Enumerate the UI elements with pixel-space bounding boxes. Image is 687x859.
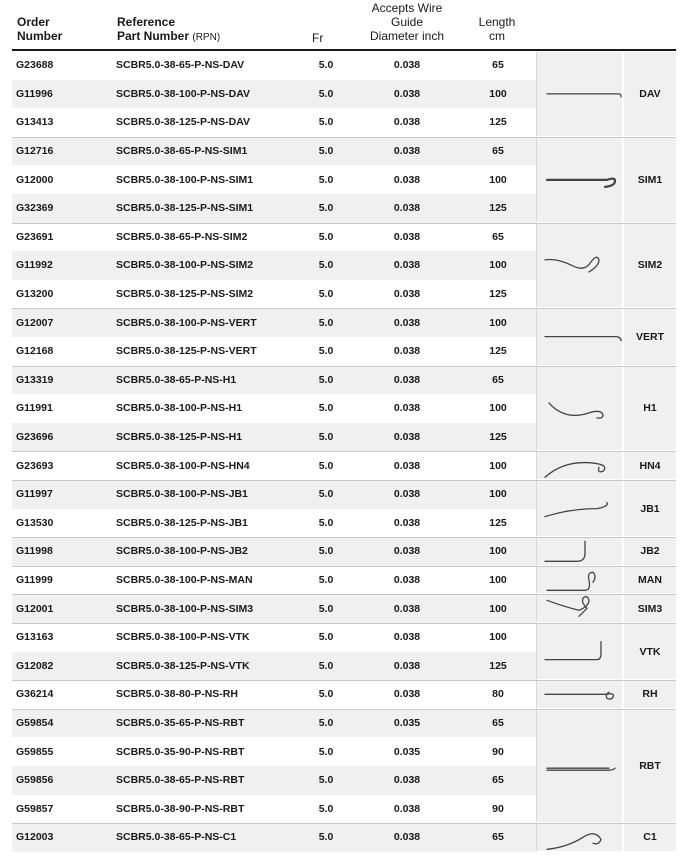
length-cell: 100 [489, 574, 507, 587]
table-row [12, 280, 536, 309]
table-row [12, 337, 536, 366]
reference-part-number-cell: SCBR5.0-38-125-P-NS-H1 [116, 431, 243, 444]
fr-cell: 5.0 [318, 574, 334, 587]
reference-part-number-cell: SCBR5.0-38-65-P-NS-SIM1 [116, 145, 248, 158]
fr-cell: 5.0 [318, 774, 334, 787]
fr-cell: 5.0 [318, 345, 334, 358]
reference-part-number-cell: SCBR5.0-38-100-P-NS-MAN [116, 574, 253, 587]
group-divider [12, 537, 676, 538]
table-row [12, 394, 536, 423]
table-row [12, 509, 536, 538]
table-row [12, 823, 536, 852]
length-cell: 100 [489, 488, 507, 501]
order-number-cell: G12001 [16, 602, 54, 615]
length-cell: 100 [489, 259, 507, 272]
shape-label: VTK [624, 624, 676, 679]
reference-part-number-cell: SCBR5.0-38-125-P-NS-JB1 [116, 516, 248, 529]
group-divider [12, 480, 676, 481]
shape-label: C1 [624, 824, 676, 851]
fr-cell: 5.0 [318, 259, 334, 272]
fr-cell: 5.0 [318, 145, 334, 158]
reference-part-number-cell: SCBR5.0-38-125-P-NS-VTK [116, 659, 250, 672]
shape-label: VERT [624, 309, 676, 364]
group-divider [12, 308, 676, 309]
order-number-cell: G13163 [16, 631, 54, 644]
fr-cell: 5.0 [318, 745, 334, 758]
reference-part-number-cell: SCBR5.0-38-65-P-NS-H1 [116, 373, 237, 386]
order-number-cell: G11998 [16, 545, 53, 558]
fr-cell: 5.0 [318, 87, 334, 100]
length-cell: 125 [489, 345, 507, 358]
fr-cell: 5.0 [318, 602, 334, 615]
table-row [12, 165, 536, 194]
shape-group [536, 367, 676, 451]
length-cell: 65 [492, 59, 504, 72]
shape-label: SIM3 [624, 595, 676, 622]
catheter-c1-icon [536, 824, 622, 851]
shape-group [536, 52, 676, 136]
order-number-cell: G12716 [16, 145, 54, 158]
wire-guide-diameter-cell: 0.038 [393, 345, 421, 358]
order-number-cell: G23696 [16, 431, 54, 444]
wire-guide-diameter-cell: 0.038 [393, 230, 421, 243]
length-cell: 100 [489, 402, 507, 415]
length-cell: 65 [492, 145, 504, 158]
wire-guide-diameter-cell: 0.038 [393, 116, 421, 129]
reference-part-number-cell: SCBR5.0-38-100-P-NS-SIM1 [116, 173, 254, 186]
reference-part-number-cell: SCBR5.0-38-125-P-NS-VERT [116, 345, 257, 358]
fr-cell: 5.0 [318, 288, 334, 301]
order-number-cell: G13413 [16, 116, 54, 129]
fr-cell: 5.0 [318, 831, 334, 844]
fr-cell: 5.0 [318, 431, 334, 444]
table-row [12, 709, 536, 738]
shape-group [536, 595, 676, 622]
fr-cell: 5.0 [318, 488, 334, 501]
order-number-cell: G36214 [16, 688, 54, 701]
order-number-cell: G13200 [16, 288, 54, 301]
shape-label: RBT [624, 710, 676, 822]
reference-part-number-header: Reference Part Number (RPN) [117, 15, 221, 43]
wire-guide-diameter-cell: 0.038 [393, 259, 421, 272]
order-number-cell: G12082 [16, 659, 54, 672]
reference-part-number-cell: SCBR5.0-38-125-P-NS-DAV [116, 116, 251, 129]
fr-cell: 5.0 [318, 802, 334, 815]
table-row [12, 451, 536, 480]
order-number-cell: G13530 [16, 516, 54, 529]
table-row [12, 623, 536, 652]
length-cell: 65 [492, 831, 504, 844]
length-cell: 90 [492, 745, 504, 758]
reference-part-number-cell: SCBR5.0-38-125-P-NS-SIM1 [116, 202, 254, 215]
wire-guide-diameter-cell: 0.038 [393, 574, 421, 587]
wire-guide-diameter-cell: 0.038 [393, 373, 421, 386]
group-divider [12, 223, 676, 224]
order-number-cell: G59857 [16, 802, 54, 815]
wire-guide-diameter-cell: 0.038 [393, 459, 421, 472]
wire-guide-diameter-cell: 0.038 [393, 145, 421, 158]
reference-part-number-cell: SCBR5.0-38-100-P-NS-SIM2 [116, 259, 254, 272]
length-cell: 65 [492, 717, 504, 730]
shape-label: DAV [624, 52, 676, 136]
order-number-cell: G59854 [16, 717, 54, 730]
shape-group [536, 138, 676, 222]
fr-cell: 5.0 [318, 659, 334, 672]
shape-label: JB1 [624, 481, 676, 536]
table-header [0, 0, 687, 50]
wire-guide-diameter-cell: 0.038 [393, 659, 421, 672]
wire-guide-diameter-cell: 0.035 [393, 745, 421, 758]
table-row [12, 366, 536, 395]
reference-part-number-cell: SCBR5.0-38-100-P-NS-H1 [116, 402, 243, 415]
reference-part-number-cell: SCBR5.0-38-100-P-NS-SIM3 [116, 602, 254, 615]
shape-label: HN4 [624, 452, 676, 479]
shape-label: SIM1 [624, 138, 676, 222]
catheter-vert-icon [536, 309, 622, 364]
fr-header: Fr [312, 31, 324, 45]
catheter-sim2-icon [536, 224, 622, 308]
shape-group [536, 710, 676, 822]
fr-cell: 5.0 [318, 59, 334, 72]
order-number-cell: G12003 [16, 831, 54, 844]
table-row [12, 251, 536, 280]
group-divider [12, 137, 676, 138]
order-number-cell: G13319 [16, 373, 54, 386]
fr-cell: 5.0 [318, 688, 334, 701]
table-row [12, 480, 536, 509]
wire-guide-diameter-cell: 0.038 [393, 631, 421, 644]
table-row [12, 594, 536, 623]
order-number-cell: G11997 [16, 488, 53, 501]
shape-group [536, 481, 676, 536]
length-cell: 100 [489, 602, 507, 615]
reference-part-number-cell: SCBR5.0-38-125-P-NS-SIM2 [116, 288, 254, 301]
catheter-rbt-icon [536, 710, 622, 822]
catheter-sim1-icon [536, 138, 622, 222]
catheter-jb2-icon [536, 538, 622, 565]
catheter-sim3-icon [536, 595, 622, 622]
wire-guide-diameter-header: Accepts Wire Guide Diameter inch [369, 1, 445, 43]
group-divider [12, 823, 676, 824]
shape-group [536, 224, 676, 308]
reference-part-number-cell: SCBR5.0-35-90-P-NS-RBT [116, 745, 245, 758]
table-row [12, 108, 536, 137]
wire-guide-diameter-cell: 0.038 [393, 831, 421, 844]
length-cell: 100 [489, 459, 507, 472]
table-row [12, 423, 536, 452]
length-header: Length cm [478, 15, 516, 43]
fr-cell: 5.0 [318, 230, 334, 243]
reference-part-number-cell: SCBR5.0-38-65-P-NS-C1 [116, 831, 237, 844]
order-number-cell: G32369 [16, 202, 54, 215]
length-cell: 65 [492, 373, 504, 386]
catheter-man-icon [536, 567, 622, 594]
length-cell: 125 [489, 202, 507, 215]
table-row [12, 766, 536, 795]
reference-part-number-cell: SCBR5.0-35-65-P-NS-RBT [116, 717, 245, 730]
table-row [12, 51, 536, 80]
shape-label: SIM2 [624, 224, 676, 308]
order-number-cell: G23693 [16, 459, 54, 472]
table-row [12, 80, 536, 109]
fr-cell: 5.0 [318, 116, 334, 129]
wire-guide-diameter-cell: 0.038 [393, 173, 421, 186]
reference-part-number-cell: SCBR5.0-38-65-P-NS-DAV [116, 59, 245, 72]
fr-cell: 5.0 [318, 631, 334, 644]
reference-part-number-cell: SCBR5.0-38-100-P-NS-JB1 [116, 488, 248, 501]
shape-group [536, 538, 676, 565]
table-row [12, 137, 536, 166]
fr-cell: 5.0 [318, 373, 334, 386]
shape-label: RH [624, 681, 676, 708]
catheter-dav-icon [536, 52, 622, 136]
shape-group [536, 681, 676, 708]
wire-guide-diameter-cell: 0.038 [393, 516, 421, 529]
table-row [12, 737, 536, 766]
shape-label: JB2 [624, 538, 676, 565]
length-cell: 100 [489, 173, 507, 186]
catheter-h1-icon [536, 367, 622, 451]
catheter-jb1-icon [536, 481, 622, 536]
wire-guide-diameter-cell: 0.038 [393, 545, 421, 558]
table-row [12, 194, 536, 223]
order-number-cell: G12000 [16, 173, 54, 186]
fr-cell: 5.0 [318, 545, 334, 558]
wire-guide-diameter-cell: 0.038 [393, 59, 421, 72]
reference-part-number-cell: SCBR5.0-38-100-P-NS-VTK [116, 631, 250, 644]
length-cell: 125 [489, 288, 507, 301]
shape-label: H1 [624, 367, 676, 451]
shape-group [536, 624, 676, 679]
order-number-cell: G12007 [16, 316, 54, 329]
length-cell: 125 [489, 516, 507, 529]
length-cell: 125 [489, 116, 507, 129]
fr-cell: 5.0 [318, 717, 334, 730]
fr-cell: 5.0 [318, 402, 334, 415]
order-number-cell: G23691 [16, 230, 54, 243]
fr-cell: 5.0 [318, 316, 334, 329]
reference-part-number-cell: SCBR5.0-38-100-P-NS-VERT [116, 316, 257, 329]
fr-cell: 5.0 [318, 459, 334, 472]
catheter-vtk-icon [536, 624, 622, 679]
table-row [12, 566, 536, 595]
wire-guide-diameter-cell: 0.038 [393, 316, 421, 329]
order-number-cell: G11996 [16, 87, 53, 100]
wire-guide-diameter-cell: 0.038 [393, 602, 421, 615]
length-cell: 100 [489, 631, 507, 644]
order-number-cell: G59856 [16, 774, 54, 787]
length-cell: 100 [489, 545, 507, 558]
reference-part-number-cell: SCBR5.0-38-65-P-NS-RBT [116, 774, 245, 787]
table-row [12, 308, 536, 337]
wire-guide-diameter-cell: 0.038 [393, 802, 421, 815]
shape-group [536, 824, 676, 851]
fr-cell: 5.0 [318, 202, 334, 215]
shape-group [536, 309, 676, 364]
table-row [12, 537, 536, 566]
group-divider [12, 623, 676, 624]
shape-label: MAN [624, 567, 676, 594]
catheter-rh-icon [536, 681, 622, 708]
length-cell: 65 [492, 774, 504, 787]
length-cell: 90 [492, 802, 504, 815]
order-number-cell: G59855 [16, 745, 54, 758]
length-cell: 125 [489, 659, 507, 672]
reference-part-number-cell: SCBR5.0-38-65-P-NS-SIM2 [116, 230, 248, 243]
length-cell: 65 [492, 230, 504, 243]
group-divider [12, 366, 676, 367]
group-divider [12, 709, 676, 710]
reference-part-number-cell: SCBR5.0-38-100-P-NS-JB2 [116, 545, 248, 558]
wire-guide-diameter-cell: 0.038 [393, 288, 421, 301]
length-cell: 80 [492, 688, 504, 701]
table-row [12, 795, 536, 824]
table-row [12, 223, 536, 252]
wire-guide-diameter-cell: 0.038 [393, 774, 421, 787]
shape-group [536, 567, 676, 594]
order-number-cell: G11999 [16, 574, 53, 587]
table-row [12, 652, 536, 681]
length-cell: 100 [489, 316, 507, 329]
reference-part-number-cell: SCBR5.0-38-100-P-NS-HN4 [116, 459, 250, 472]
fr-cell: 5.0 [318, 173, 334, 186]
fr-cell: 5.0 [318, 516, 334, 529]
order-number-cell: G12168 [16, 345, 54, 358]
order-number-header: Order Number [17, 15, 63, 43]
reference-part-number-cell: SCBR5.0-38-90-P-NS-RBT [116, 802, 245, 815]
wire-guide-diameter-cell: 0.038 [393, 488, 421, 501]
wire-guide-diameter-cell: 0.038 [393, 402, 421, 415]
reference-part-number-cell: SCBR5.0-38-80-P-NS-RH [116, 688, 238, 701]
order-number-cell: G23688 [16, 59, 54, 72]
group-divider [12, 566, 676, 567]
group-divider [12, 451, 676, 452]
order-number-cell: G11992 [16, 259, 53, 272]
wire-guide-diameter-cell: 0.038 [393, 688, 421, 701]
table-row [12, 680, 536, 709]
length-cell: 125 [489, 431, 507, 444]
wire-guide-diameter-cell: 0.038 [393, 431, 421, 444]
length-cell: 100 [489, 87, 507, 100]
wire-guide-diameter-cell: 0.038 [393, 202, 421, 215]
reference-part-number-cell: SCBR5.0-38-100-P-NS-DAV [116, 87, 251, 100]
wire-guide-diameter-cell: 0.035 [393, 717, 421, 730]
group-divider [12, 594, 676, 595]
group-divider [12, 680, 676, 681]
shape-group [536, 452, 676, 479]
catheter-hn4-icon [536, 452, 622, 479]
wire-guide-diameter-cell: 0.038 [393, 87, 421, 100]
order-number-cell: G11991 [16, 402, 53, 415]
